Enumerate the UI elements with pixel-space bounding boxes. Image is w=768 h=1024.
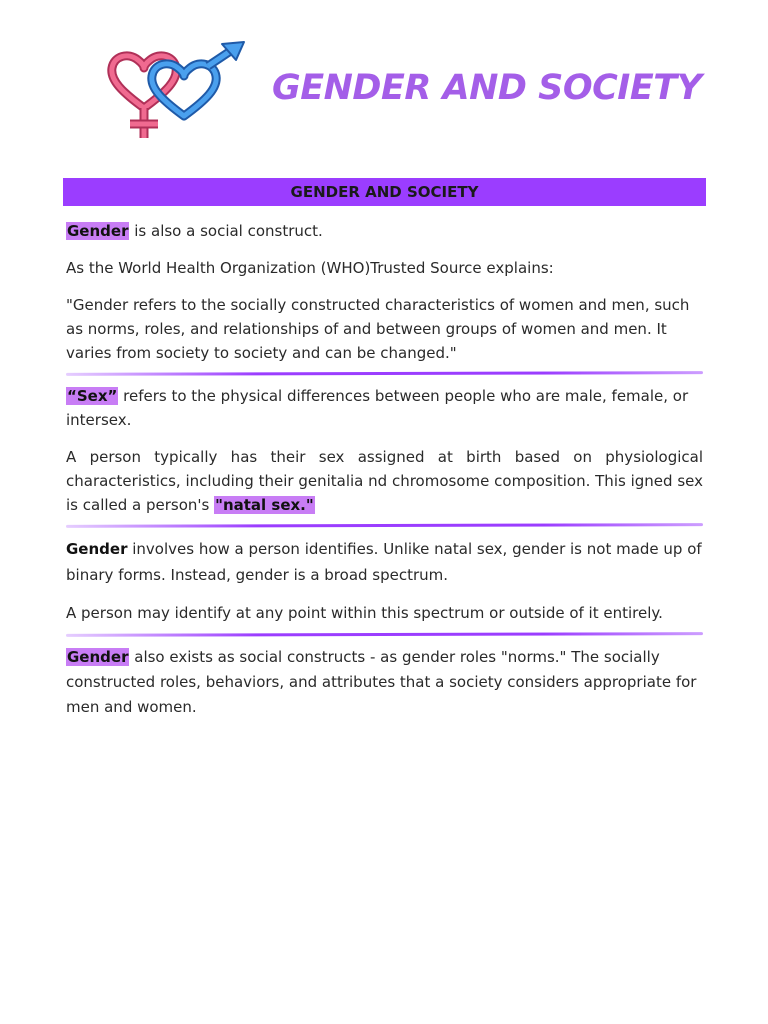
highlighted-term: Gender xyxy=(67,648,129,666)
paragraph-spectrum: A person may identify at any point within this spectrum or outside of it entirely. xyxy=(66,604,663,622)
paragraph-gender-roles xyxy=(66,645,703,720)
paragraph-natal-sex xyxy=(66,445,703,517)
section-divider xyxy=(66,371,703,376)
paragraph-gender-identity xyxy=(66,536,703,588)
paragraph-sex-definition xyxy=(66,384,703,432)
section-banner: GENDER AND SOCIETY xyxy=(63,178,706,206)
gender-hearts-icon xyxy=(104,36,254,146)
paragraph-text: is also a social construct. xyxy=(129,222,323,240)
paragraph-text: A person typically has their sex assigned at birth based on physiological characteristics, including their genitalia nd chromosome composition. This igned sex is called a person's xyxy=(66,448,703,514)
highlighted-term: "natal sex." xyxy=(215,496,314,514)
paragraph-text: involves how a person identifies. Unlike natal sex, gender is not made up of binary forms. Instead, gender is a broad spectrum. xyxy=(66,540,702,584)
section-divider xyxy=(66,632,703,637)
highlighted-term: “Sex” xyxy=(67,387,118,405)
paragraph-text: refers to the physical differences between people who are male, female, or intersex. xyxy=(66,387,689,429)
document-body xyxy=(66,219,703,733)
section-divider xyxy=(66,523,703,528)
paragraph-who-intro: As the World Health Organization (WHO)Trusted Source explains: xyxy=(66,259,554,277)
document-title: GENDER AND SOCIETY xyxy=(272,68,702,108)
paragraph-who-quote: "Gender refers to the socially constructed characteristics of women and men, such as norms, roles, and relationships of and between groups of women and men. It varies from society to society and can be changed." xyxy=(66,296,690,362)
highlighted-term: Gender xyxy=(67,222,129,240)
paragraph-text: also exists as social constructs - as gender roles "norms." The socially constructed roles, behaviors, and attributes that a society considers appropriate for men and women. xyxy=(66,648,697,716)
bold-term: Gender xyxy=(66,540,128,558)
paragraph-gender-construct xyxy=(66,219,703,243)
